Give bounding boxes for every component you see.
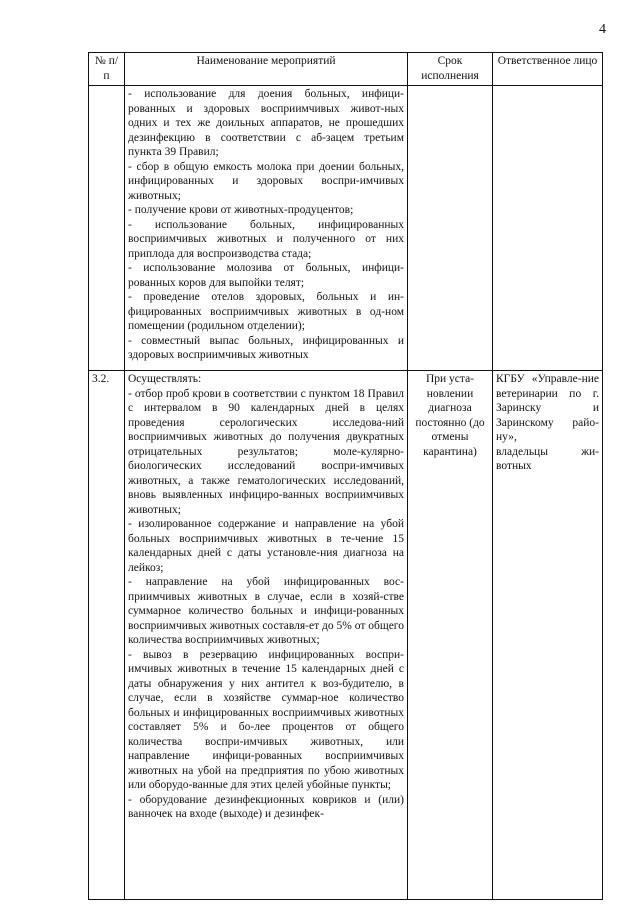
- table-row: [89, 86, 603, 371]
- row-responsible: [493, 371, 603, 900]
- measure-item: - получение крови от животных-продуцентов;: [128, 204, 354, 216]
- measure-item: - оборудование дезинфекционных ковриков и (или) ванночек на входе (выходе) и дезинфек-: [128, 793, 404, 820]
- header-name: Наименование мероприятий: [125, 53, 408, 86]
- row-name: [125, 86, 408, 371]
- measure-item: - использование для доения больных, инфици-рованных и здоровых восприимчивых живот-ных одних и тех же доильных аппаратов, не прошедших дезинфекцию в соответствии с аб-зацем третьим пункта 39 Правил;: [128, 88, 404, 158]
- row-term: [408, 371, 493, 900]
- responsible-line: КГБУ «Управле-ние ветеринарии по г. Заринску и Заринскому райо-ну»,: [496, 373, 599, 443]
- measures-table: [88, 52, 603, 900]
- header-responsible: Ответственное лицо: [493, 53, 603, 86]
- header-term: Срок исполнения: [408, 53, 493, 86]
- row-responsible: [493, 86, 603, 371]
- table-row: [89, 371, 603, 900]
- measure-intro: Осуществлять:: [128, 373, 202, 385]
- page-number: 4: [599, 22, 606, 37]
- row-num: 3.2.: [89, 371, 125, 900]
- measure-item: - вывоз в резервацию инфицированных воспри-имчивых животных в течение 15 календарных дней с даты обнаружения у них антител к воз-будителю, в случае, если в хозяйстве суммар-ное количество больных и инфицированных восприимчивых животных составляет 5% и бо-лее процентов от общего количества воспри-имчивых животных, или направление инфици-рованных восприимчивых животных на убой на предприятия по убою животных или оборудо-ванные для этих целей убойные пункты;: [128, 648, 404, 791]
- term-text: При уста-новлении диагноза постоянно (до отмены карантина): [415, 373, 485, 458]
- responsible-line: владельцы жи-вотных: [496, 445, 599, 472]
- measure-item: - проведение отелов здоровых, больных и ин-фицированных восприимчивых животных в од-ном помещении (родильном отделении);: [128, 291, 404, 332]
- table-header-row: [89, 53, 603, 86]
- measure-item: - совместный выпас больных, инфицированных и здоровых восприимчивых животных: [128, 334, 404, 361]
- header-num: № п/п: [89, 53, 125, 86]
- measure-item: - изолированное содержание и направление на убой больных восприимчивых животных в те-чение 15 календарных дней с даты установле-ния диагноза на лейкоз;: [128, 518, 404, 574]
- measure-item: - использование больных, инфицированных восприимчивых животных и полученного от них приплода для воспроизводства стада;: [128, 218, 404, 260]
- measure-item: - направление на убой инфицированных вос-приимчивых животных в случае, если в хозяй-стве суммарное количество больных и инфици-рованных восприимчивых животных составля-ет до 5% от общего количества восприимчивых животных;: [128, 576, 404, 646]
- measure-item: - использование молозива от больных, инфици-рованных коров для выпойки телят;: [128, 262, 404, 289]
- measure-item: - отбор проб крови в соответствии с пунктом 18 Правил с интервалом в 90 календарных дней в целях проведения серологических исследова-ний восприимчивых животных до получения двукратных отрицательных результатов; моле-кулярно-биологических исследований воспри-имчивых животных, а также гематологических исследований, вновь выявленных инфициро-ванных восприимчивых животных;: [128, 387, 404, 516]
- measure-item: - сбор в общую емкость молока при доении больных, инфицированных и здоровых воспри-имчивых животных;: [128, 160, 404, 202]
- row-term: [408, 86, 493, 371]
- row-name: [125, 371, 408, 900]
- row-num: [89, 86, 125, 371]
